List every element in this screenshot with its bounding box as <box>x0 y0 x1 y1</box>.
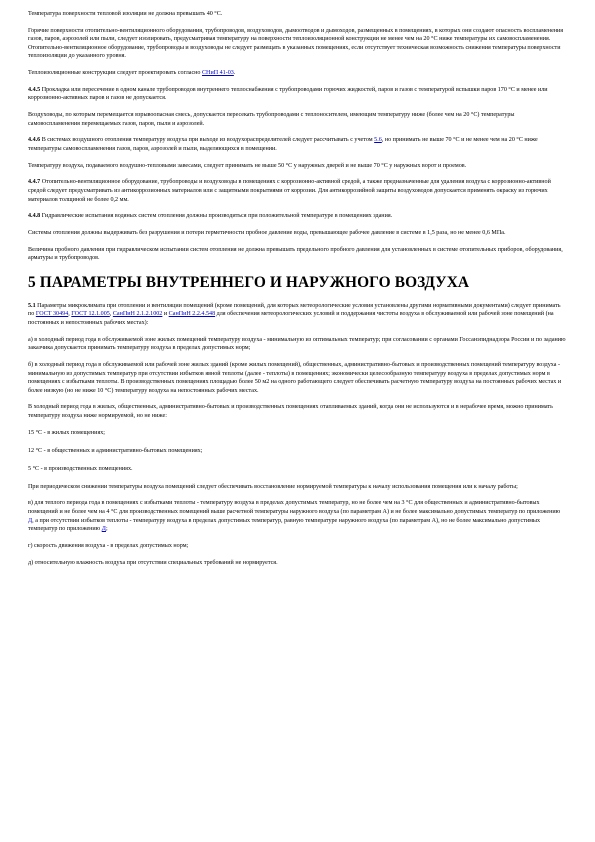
text: Отопительно-вентиляционное оборудование, трубопроводы и воздуховоды в помещениях с коррозионно-активной средой, а также предназначенные для удаления воздуха с коррозионно-активной средой следует предусматривать из антикоррозионных материалов или с защитными покрытиями от коррозии. Для антикоррозийной защиты воздуховодов допускается применять окраску из горючих материалов толщиной не более 0,2 мм. <box>28 179 551 203</box>
list-item-v <box>28 499 567 533</box>
clause-number: 4.4.5 <box>28 86 41 93</box>
text: . <box>233 70 236 77</box>
paragraph-pressure-limit: Величина пробного давления при гидравлическом испытании систем отопления не должна превышать предельного пробного давления для установленных в системе отопительных приборов, оборудования, арматуры и трубопроводов. <box>28 246 563 262</box>
text: , а при отсутствии избытков теплоты - температуру воздуха в пределах допустимых температур, равную температуре наружного воздуха (по параметрам А), но не более максимально допустимых температур по приложению <box>28 517 541 533</box>
link-appendix-d-1[interactable]: Д <box>28 517 33 524</box>
text: Параметры микроклимата при отоплении и вентиляции помещений (кроме помещений, для которых метеорологические условия установлены другими нормативными документами) следует принимать по <box>28 302 561 318</box>
link-5-6[interactable]: 5.6 <box>374 137 382 144</box>
text: в) для теплого периода года в помещениях с избытками теплоты - температуру воздуха в пределах допустимых температур, но не более чем на 3 °С для общественных и административно-бытовых помещений и не более чем на 4 °С для производственных помещений выше расчетной температуры наружного воздуха (по параметрам А) и не более максимально допустимых температур по приложению <box>28 500 561 515</box>
paragraph-4-4-7 <box>28 178 567 204</box>
clause-number: 4.4.7 <box>28 179 41 186</box>
list-item-g: г) скорость движения воздуха - в пределах допустимых норм; <box>28 542 189 549</box>
list-item-b: б) в холодный период года в обслуживаемой или рабочей зоне жилых зданий (кроме жилых помещений), общественных, административно-бытовых и производственных помещений температуру воздуха - минимальную из допустимых температур при отсутствии избытков явной теплоты (далее - теплоты) в помещениях; экономически целесообразную температуру воздуха в пределах допустимых норм в помещениях с избытками теплоты. В производственных помещениях площадью более 50 м2 на одного работающего следует обеспечивать расчетную температуру воздуха на постоянных рабочих местах и более низкую (но не ниже 10 °С) температуру воздуха на непостоянных рабочих местах. <box>28 361 562 394</box>
link-sanpin-2-1-2-1002[interactable]: СанПиН 2.1.2.1002 <box>112 311 163 318</box>
link-appendix-d-2[interactable]: Д <box>101 526 106 533</box>
paragraph-test-pressure: Системы отопления должны выдерживать без разрушения и потери герметичности пробное давление воды, превышающее рабочее давление в системе в 1,5 раза, но не менее 0,6 МПа. <box>28 229 506 236</box>
link-snip-41-03[interactable]: СНиП 41-03 <box>201 70 234 77</box>
text: В системах воздушного отопления температуру воздуха при выходе из воздухораспределителей следует рассчитывать с учетом <box>40 137 375 144</box>
list-item-d: д) относительную влажность воздуха при отсутствии специальных требований не нормируется. <box>28 559 278 566</box>
clause-number: 5.1 <box>28 302 36 309</box>
paragraph-air-curtains: Температуру воздуха, подаваемого воздушно-тепловыми завесами, следует принимать не выше 50 °С у наружных дверей и не выше 70 °С у наружных ворот и проемов. <box>28 162 467 169</box>
paragraph-non-working-time: В холодный период года в жилых, общественных, административно-бытовых и производственных помещениях отапливаемых зданий, когда они не используются и в нерабочее время, можно принимать температуру воздуха ниже нормируемой, но не ниже: <box>28 404 553 420</box>
paragraph-4-4-8 <box>28 212 567 221</box>
link-gost-30494[interactable]: ГОСТ 30494 <box>35 311 69 318</box>
text: ; <box>105 526 108 533</box>
paragraph-hot-surfaces: Горячие поверхности отопительно-вентиляционного оборудования, трубопроводов, воздуховодов, дымоотводов и дымоходов, размещенных в помещениях, в которых они создают опасность воспламенения газов, паров, аэрозолей или пыли, следует изолировать, предусматривая температуру на поверхности теплоизоляционной конструкции не менее чем на 20 °С ниже температуры их самовоспламенения. Отопительно-вентиляционное оборудование, трубопроводы и воздуховоды не следует размещать в указанных помещениях, если отсутствует техническая возможность снижения температуры поверхности теплоизоляции до указанного уровня. <box>28 27 564 60</box>
link-gost-12-1-005[interactable]: ГОСТ 12.1.005 <box>71 311 110 318</box>
paragraph-ducts-crossing: Воздуховоды, по которым перемещается взрывоопасная смесь, допускается пересекать трубопроводами с теплоносителем, имеющим температуру ниже (более чем на 20 °С) температуры самовоспламенения перемещаемых газов, паров, пыли и аэрозолей. <box>28 112 515 127</box>
temp-public: 12 °С - в общественных и административно-бытовых помещениях; <box>28 447 203 454</box>
text: Гидравлические испытания водяных систем отопления должны производиться при положительной температуре в помещениях здания. <box>40 213 393 220</box>
text: Прокладка или пересечение в одном канале трубопроводов внутреннего теплоснабжения с трубопроводами горючих жидкостей, паров и газов с температурой вспышки паров 170 °С и менее или коррозионно-активных паров и газов не допускается. <box>28 86 548 102</box>
text: , <box>109 311 113 318</box>
section-heading: 5 ПАРАМЕТРЫ ВНУТРЕННЕГО И НАРУЖНОГО ВОЗДУХА <box>28 273 470 291</box>
clause-number: 4.4.8 <box>28 213 41 220</box>
paragraph-5-1 <box>28 302 567 328</box>
link-sanpin-2-2-4-548[interactable]: СанПиН 2.2.4.548 <box>168 311 216 318</box>
paragraph-insulation-temp: Температура поверхности тепловой изоляции не должна превышать 40 °С. <box>28 11 223 17</box>
clause-number: 4.4.6 <box>28 137 41 144</box>
temp-residential: 15 °С - в жилых помещениях; <box>28 429 105 436</box>
paragraph-4-4-6 <box>28 136 567 153</box>
paragraph-periodic-reduction: При периодическом снижении температуры воздуха помещений следует обеспечивать восстановление нормируемой температуры к началу использования помещения или к началу работы; <box>28 483 518 490</box>
paragraph-4-4-5 <box>28 86 567 103</box>
paragraph-insulation-design <box>28 69 567 78</box>
text: и <box>162 311 169 318</box>
temp-industrial: 5 °С - в производственных помещениях. <box>28 465 133 472</box>
text: Теплоизоляционные конструкции следует проектировать согласно <box>28 70 202 77</box>
text: , но принимать не выше 70 °С и не менее чем на 20 °С ниже температуры самовоспламенения газов, паров, аэрозолей и пыли, выделяющихся в помещении. <box>28 137 538 152</box>
text: для обеспечения метеорологических условий и поддержания чистоты воздуха в обслуживаемой или рабочей зоне помещений (на постоянных и непостоянных рабочих местах): <box>28 311 554 326</box>
list-item-a: а) в холодный период года в обслуживаемой зоне жилых помещений температуру воздуха - минимальную из оптимальных температур; при согласовании с органами Госсанэпиднадзора России и по заданию заказчика допускается принимать температуру воздуха в пределах допустимых норм; <box>28 336 566 352</box>
text: , <box>68 311 72 318</box>
